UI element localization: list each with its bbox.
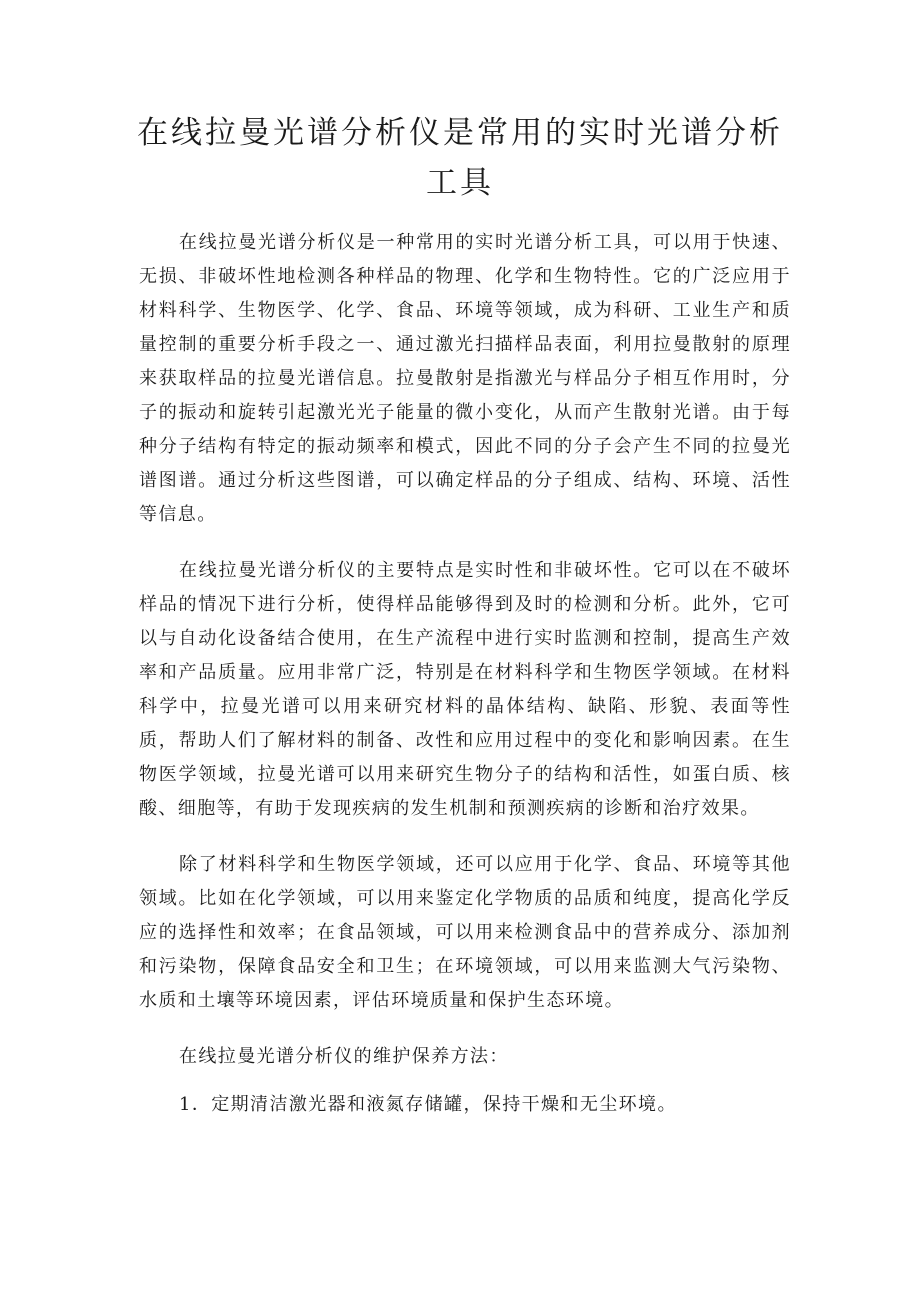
paragraph-maintenance-item-1: 1．定期清洁激光器和液氮存储罐，保持干燥和无尘环境。 (179, 1094, 677, 1115)
paragraph-maintenance-heading: 在线拉曼光谱分析仪的维护保养方法： (179, 1046, 509, 1067)
document-title: 在线拉曼光谱分析仪是常用的实时光谱分析工具 (137, 115, 783, 201)
paragraph-other-fields: 除了材料科学和生物医学领域，还可以应用于化学、食品、环境等其他领域。比如在化学领域，可以用来鉴定化学物质的品质和纯度，提高化学反应的选择性和效率；在食品领域，可以用来检测食品中的营养成分、添加剂和污染物，保障食品安全和卫生；在环境领域，可以用来监测大气污染物、水质和土壤等环境因素，评估环境质量和保护生态环境。 (139, 854, 791, 1011)
paragraph-intro: 在线拉曼光谱分析仪是一种常用的实时光谱分析工具，可以用于快速、无损、非破坏性地检测各种样品的物理、化学和生物特性。它的广泛应用于材料科学、生物医学、化学、食品、环境等领域，成为科研、工业生产和质量控制的重要分析手段之一、通过激光扫描样品表面，利用拉曼散射的原理来获取样品的拉曼光谱信息。拉曼散射是指激光与样品分子相互作用时，分子的振动和旋转引起激光光子能量的微小变化，从而产生散射光谱。由于每种分子结构有特定的振动频率和模式，因此不同的分子会产生不同的拉曼光谱图谱。通过分析这些图谱，可以确定样品的分子组成、结构、环境、活性等信息。 (139, 232, 791, 525)
paragraph-features: 在线拉曼光谱分析仪的主要特点是实时性和非破坏性。它可以在不破坏样品的情况下进行分析，使得样品能够得到及时的检测和分析。此外，它可以与自动化设备结合使用，在生产流程中进行实时监测和控制，提高生产效率和产品质量。应用非常广泛，特别是在材料科学和生物医学领域。在材料科学中，拉曼光谱可以用来研究材料的晶体结构、缺陷、形貌、表面等性质，帮助人们了解材料的制备、改性和应用过程中的变化和影响因素。在生物医学领域，拉曼光谱可以用来研究生物分子的结构和活性，如蛋白质、核酸、细胞等，有助于发现疾病的发生机制和预测疾病的诊断和治疗效果。 (139, 560, 791, 819)
document-body (139, 226, 791, 1136)
